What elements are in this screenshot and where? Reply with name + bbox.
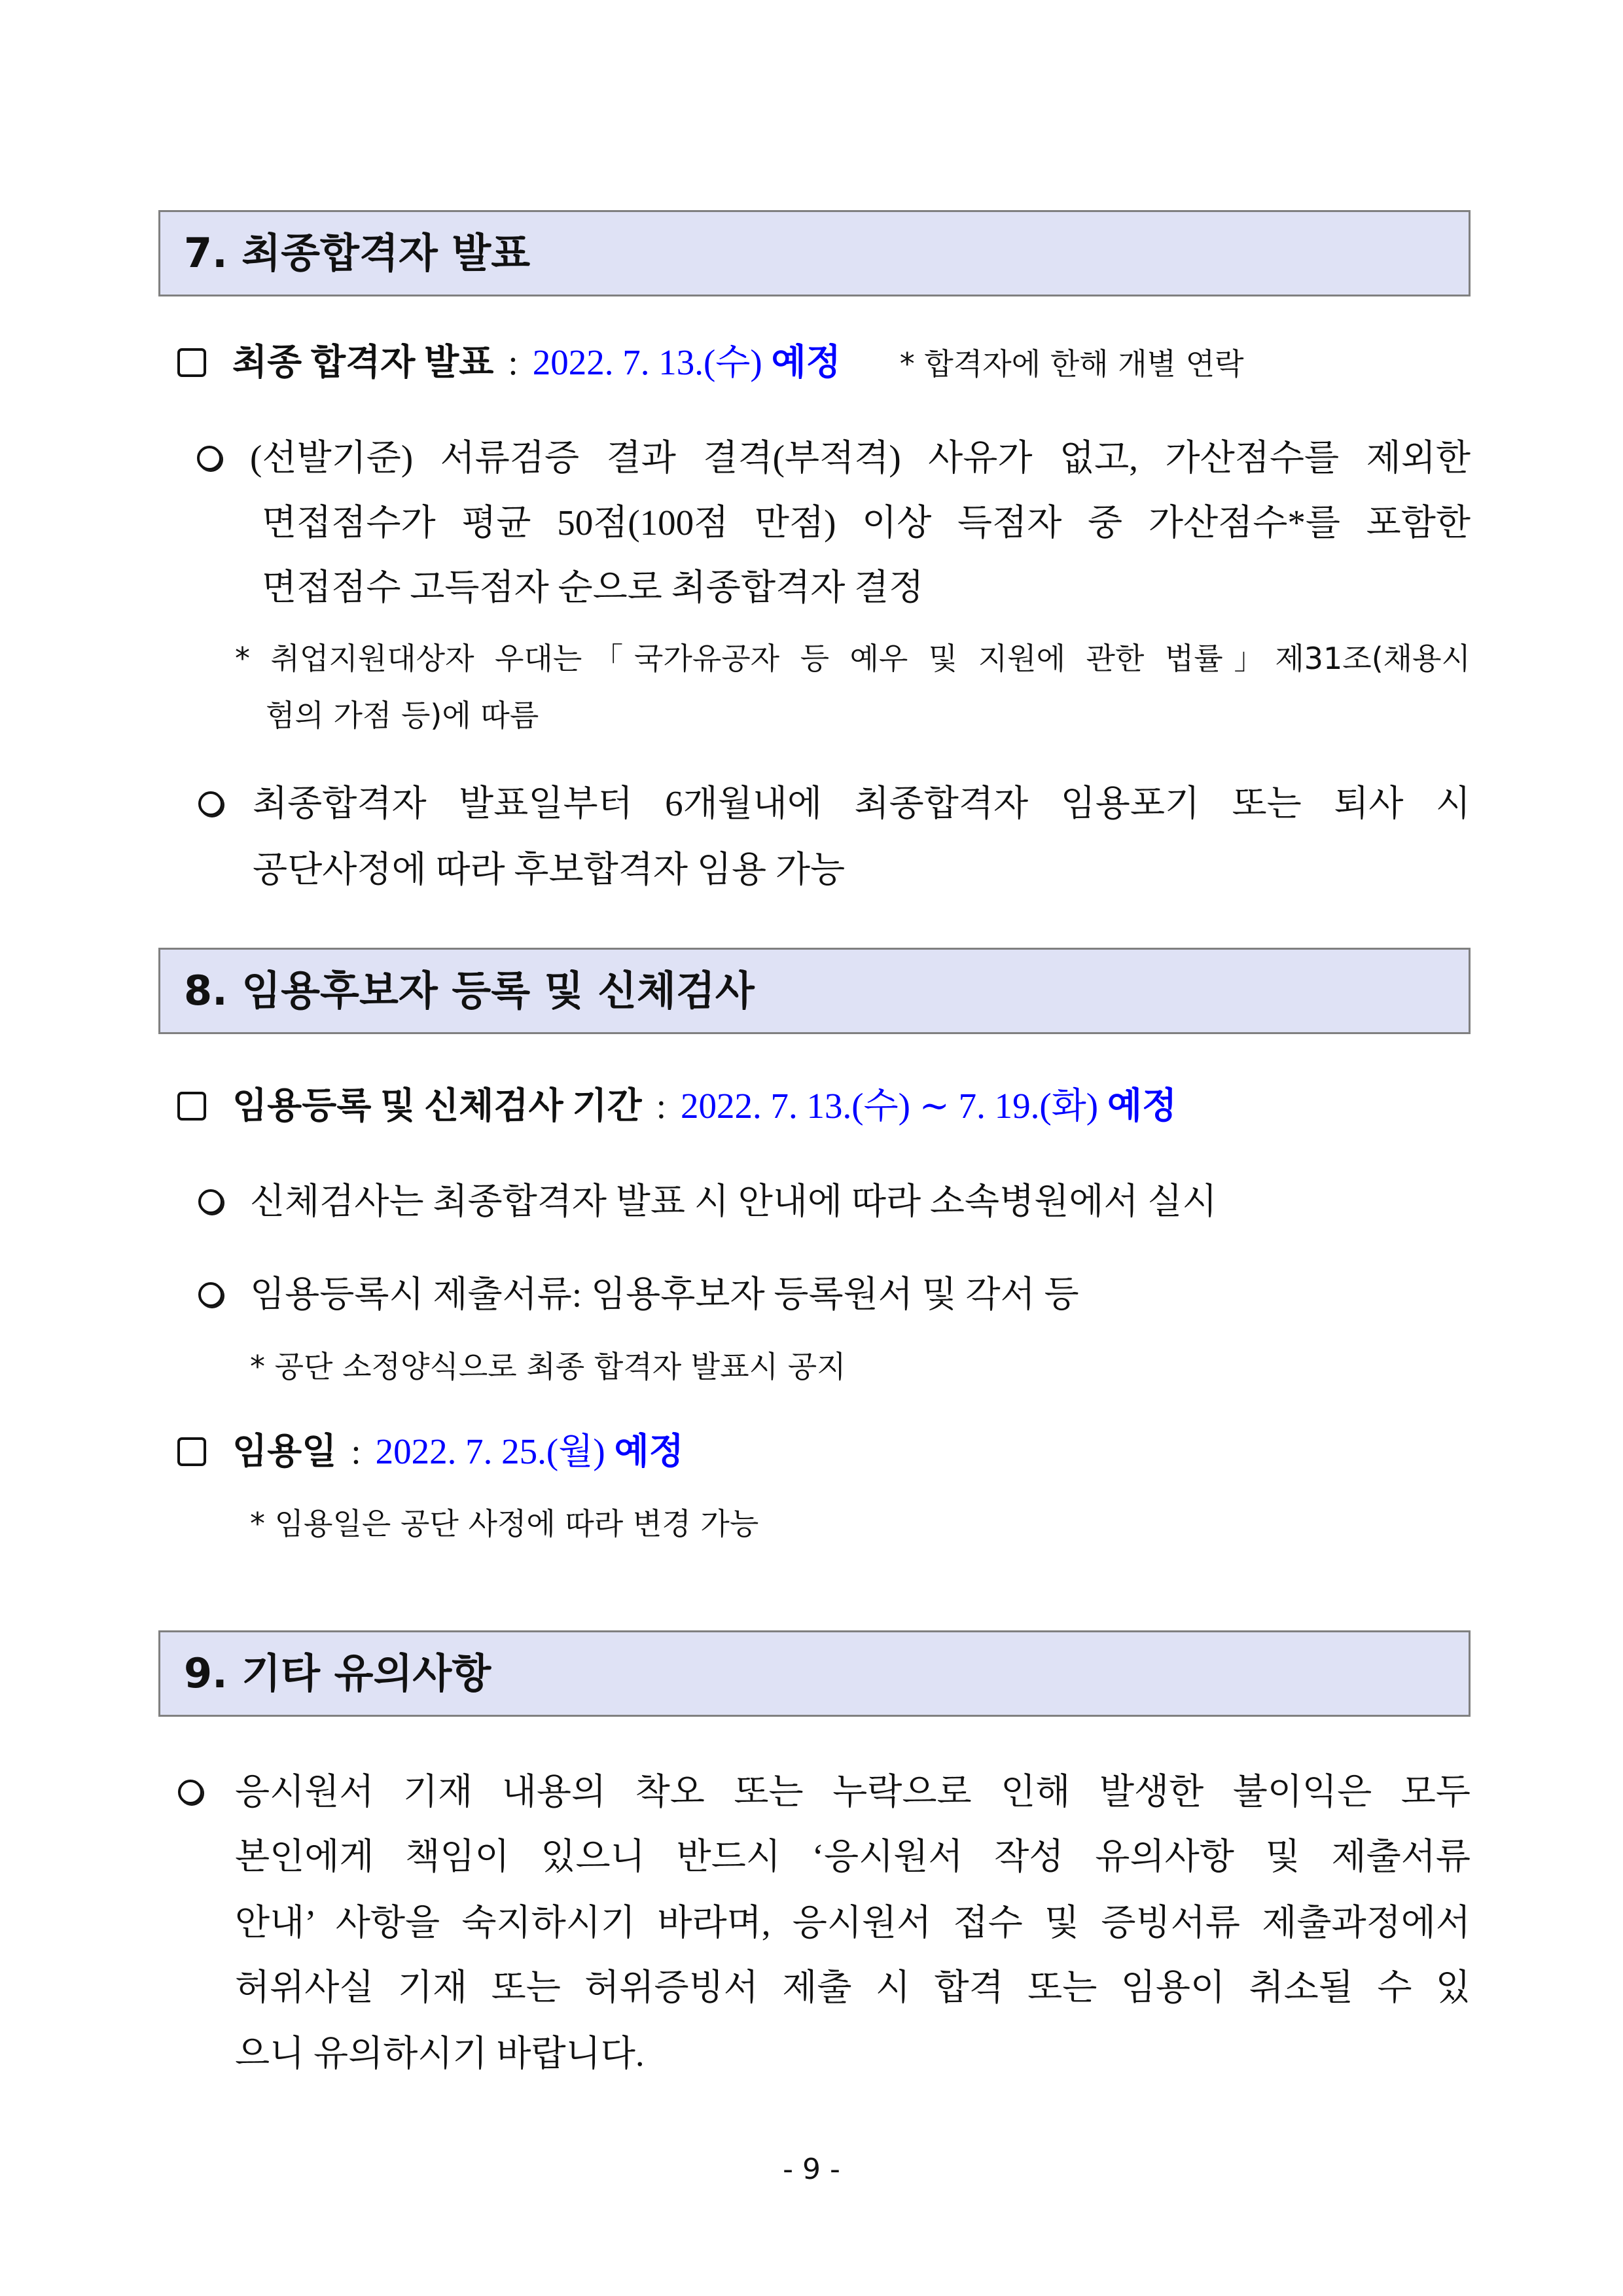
- announcement-colon: :: [508, 342, 518, 382]
- section-8-title: 8. 임용후보자 등록 및 신체검사: [184, 967, 755, 1014]
- section-8-header: [158, 948, 1471, 1034]
- checkbox-icon: [177, 1092, 206, 1121]
- period-status: 예정: [1107, 1086, 1177, 1126]
- criteria-line: (선발기준) 서류검증 결과 결격(부적격) 사유가 없고, 가산점수를 제외한: [250, 438, 1471, 478]
- announcement-note: * 합격자에 한해 개별 연락: [899, 346, 1244, 382]
- checkup-line: 신체검사는 최종합격자 발표 시 안내에 따라 소속병원에서 실시: [250, 1181, 1217, 1221]
- documents-line: 임용등록시 제출서류: 임용후보자 등록원서 및 각서 등: [250, 1274, 1079, 1314]
- circle-bullet-icon: [178, 1780, 203, 1804]
- notice-line: 본인에게 책임이 있으니 반드시 ‘응시원서 작성 유의사항 및 제출서류: [235, 1837, 1471, 1876]
- notice-line: 응시원서 기재 내용의 착오 또는 누락으로 인해 발생한 불이익은 모두: [235, 1772, 1471, 1812]
- announcement-line: [232, 336, 1244, 389]
- period-line: [232, 1080, 1177, 1132]
- circle-bullet-icon: [198, 1189, 223, 1214]
- period-label: 임용등록 및 신체검사 기간: [232, 1086, 642, 1126]
- announcement-label: 최종 합격자 발표: [232, 342, 494, 382]
- appointment-label: 임용일: [232, 1431, 337, 1471]
- circle-bullet-icon: [198, 1282, 223, 1307]
- announcement-date: 2022. 7. 13.(수): [532, 342, 762, 382]
- notice-line: 허위사실 기재 또는 허위증빙서 제출 시 합격 또는 임용이 취소될 수 있: [235, 1967, 1471, 2007]
- footnote-line: * 취업지원대상자 우대는「국가유공자 등 예우 및 지원에 관한 법률」제31조(채용시: [235, 641, 1471, 676]
- section-7-title: 7. 최종합격자 발표: [184, 229, 531, 277]
- reserve-line: 최종합격자 발표일부터 6개월내에 최종합격자 임용포기 또는 퇴사 시: [253, 783, 1471, 823]
- circle-bullet-icon: [197, 446, 222, 471]
- appointment-colon: :: [351, 1431, 361, 1471]
- checkbox-icon: [177, 1437, 206, 1466]
- appointment-status: 예정: [614, 1431, 684, 1471]
- page-number: - 9 -: [783, 2153, 840, 2186]
- period-date: 2022. 7. 13.(수) ∼ 7. 19.(화): [680, 1086, 1099, 1126]
- section-9-header: [158, 1630, 1471, 1717]
- checkbox-icon: [177, 348, 206, 377]
- criteria-line: 면접점수 고득점자 순으로 최종합격자 결정: [262, 567, 924, 607]
- reserve-line: 공단사정에 따라 후보합격자 임용 가능: [253, 850, 846, 889]
- section-9-title: 9. 기타 유의사항: [184, 1649, 491, 1697]
- notice-line: 으니 유의하시기 바랍니다.: [235, 2034, 645, 2073]
- appointment-line: [232, 1426, 684, 1478]
- documents-note: * 공단 소정양식으로 최종 합격자 발표시 공지: [250, 1349, 846, 1384]
- announcement-status: 예정: [771, 342, 841, 382]
- footnote-line: 험의 가점 등)에 따름: [266, 698, 539, 733]
- notice-line: 안내’ 사항을 숙지하시기 바라며, 응시원서 접수 및 증빙서류 제출과정에서: [235, 1903, 1471, 1943]
- circle-bullet-icon: [198, 791, 223, 816]
- appointment-note: * 임용일은 공단 사정에 따라 변경 가능: [250, 1506, 759, 1541]
- period-colon: :: [656, 1086, 666, 1126]
- appointment-date: 2022. 7. 25.(월): [375, 1431, 605, 1471]
- criteria-line: 면접점수가 평균 50점(100점 만점) 이상 득점자 중 가산점수*를 포함한: [262, 503, 1471, 543]
- section-7-header: [158, 210, 1471, 296]
